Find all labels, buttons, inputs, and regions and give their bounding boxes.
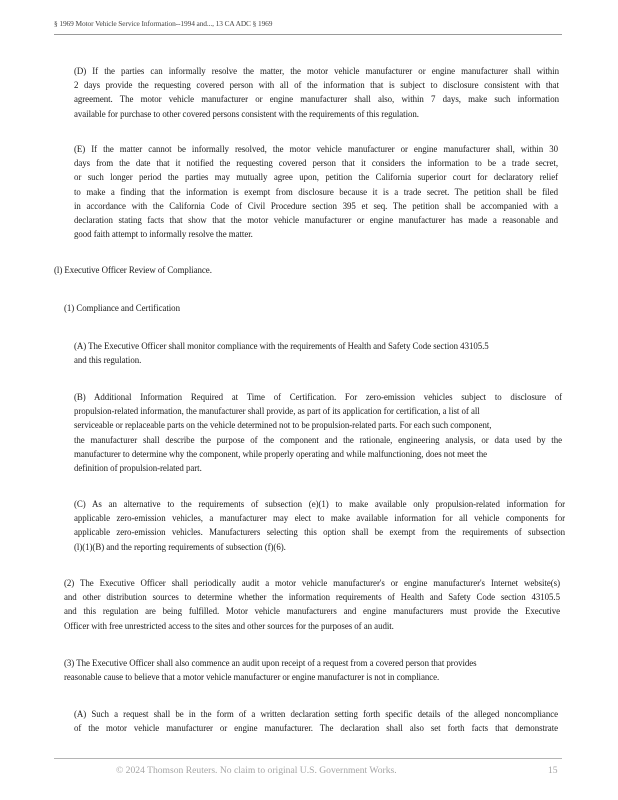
text-line: (l) Executive Officer Review of Compliance.: [54, 265, 212, 275]
text-line: (A) Such a request shall be in the form of a written declaration setting forth specific details of the alleged noncompliance: [74, 709, 558, 719]
text-line: (C) As an alternative to the requirements of subsection (e)(1) to make available only propulsion-related information for: [74, 499, 565, 509]
text-line: reasonable cause to believe that a motor vehicle manufacturer or engine manufacturer is not in compliance.: [64, 672, 440, 683]
paragraph-d: [74, 64, 559, 121]
page-number: 15: [548, 765, 558, 776]
text-line: and other distribution sources to determine whether the information requirements of Health and Safety Code section 43105.5: [64, 592, 560, 603]
text-line: of the motor vehicle manufacturer or engine manufacturer. The declaration shall also set forth facts that demonstrate: [74, 723, 558, 734]
text-line: (1) Compliance and Certification: [64, 303, 180, 313]
text-line: days from the date that it notified the requesting covered person that it considers the information to be a trade secret,: [74, 158, 558, 169]
text-line: (3) The Executive Officer shall also commence an audit upon receipt of a request from a covered person that provides: [64, 658, 477, 668]
paragraph-a: [74, 339, 489, 367]
text-line: (l)(1)(B) and the reporting requirements of subsection (f)(6).: [74, 541, 286, 552]
paragraph-c: [74, 497, 565, 554]
text-line: to make a finding that the information is exempt from disclosure because it is a trade secret. The petition shall be filed: [74, 186, 558, 197]
running-header: § 1969 Motor Vehicle Service Information--1994 and..., 13 CA ADC § 1969: [54, 19, 273, 28]
text-line: (2) The Executive Officer shall periodically audit a motor vehicle manufacturer's or engine manufacturer's Internet website(s): [64, 578, 560, 588]
text-line: manufacturer to determine why the component, while properly operating and while malfunctioning, does not meet the: [74, 448, 488, 459]
text-line: available for purchase to other covered persons consistent with the requirements of this regulation.: [74, 108, 419, 119]
text-line: agreement. The motor vehicle manufacturer or engine manufacturer shall also, within 7 days, make such information: [74, 94, 559, 105]
text-line: serviceable or replaceable parts on the vehicle determined not to be propulsion-related parts. For each such component,: [74, 420, 492, 431]
text-line: (D) If the parties can informally resolve the matter, the motor vehicle manufacturer or engine manufacturer shall within: [74, 66, 559, 76]
copyright-notice: © 2024 Thomson Reuters. No claim to original U.S. Government Works.: [116, 765, 397, 776]
header-rule: [54, 34, 562, 35]
paragraph-e: [74, 142, 558, 241]
text-line: declaration stating facts that show that the motor vehicle manufacturer or engine manufacturer has made a reasonable and: [74, 215, 558, 226]
paragraph-3a: [74, 707, 558, 735]
text-line: Officer with free unrestricted access to the sites and other sources for the purposes of an audit.: [64, 620, 394, 631]
text-line: (A) The Executive Officer shall monitor compliance with the requirements of Health and Safety Code section 43105.5: [74, 341, 489, 351]
paragraph-2: [64, 576, 560, 633]
text-line: (B) Additional Information Required at Time of Certification. For zero-emission vehicles subject to disclosure of: [74, 392, 562, 402]
text-line: the manufacturer shall describe the purpose of the component and the rationale, engineering analysis, or data used by the: [74, 434, 562, 445]
paragraph-b: [74, 390, 562, 475]
text-line: applicable zero-emission vehicles. Manufacturers selecting this option shall be exempt from the requirements of subsection: [74, 527, 565, 538]
footer-rule: [54, 758, 562, 759]
section-heading-l: [54, 263, 212, 277]
subsection-heading-1: [64, 301, 180, 315]
text-line: and this regulation are being fulfilled. Motor vehicle manufacturers and engine manufacturers must provide the Executive: [64, 606, 560, 617]
text-line: applicable zero-emission vehicles, a manufacturer may elect to make available information for all vehicle components for: [74, 513, 565, 524]
text-line: and this regulation.: [74, 355, 142, 366]
text-line: 2 days provide the requesting covered person with all of the information that is subject to disclosure consistent with that: [74, 80, 559, 91]
text-line: in accordance with the California Code of Civil Procedure section 395 et seq. The petition shall be accompanied with a: [74, 200, 558, 211]
text-line: or such longer period the parties may mutually agree upon, petition the California superior court for declaratory relief: [74, 172, 558, 183]
text-line: propulsion-related information, the manufacturer shall provide, as part of its application for certification, a list of all: [74, 406, 480, 417]
text-line: (E) If the matter cannot be informally resolved, the motor vehicle manufacturer or engine manufacturer shall, within 30: [74, 144, 558, 154]
text-line: definition of propulsion-related part.: [74, 463, 202, 474]
paragraph-3: [64, 656, 477, 684]
text-line: good faith attempt to informally resolve the matter.: [74, 229, 253, 240]
